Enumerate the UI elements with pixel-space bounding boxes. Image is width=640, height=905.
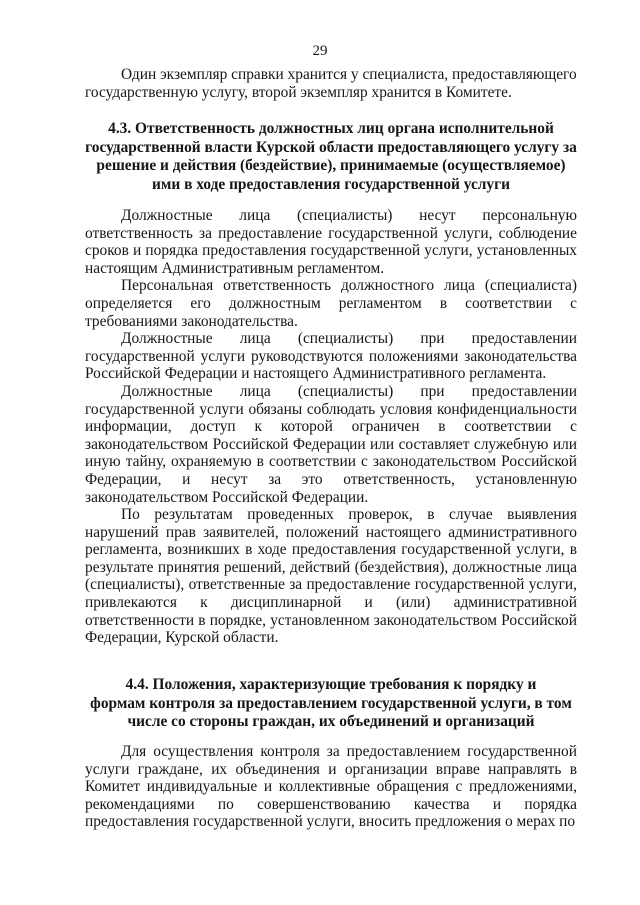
intro-line: Один экземпляр справки хранится у специалиста, предоставляющего — [121, 66, 577, 83]
section-4-3-heading — [85, 120, 577, 194]
heading-line: числе со стороны граждан, их объединений и организаций — [127, 713, 535, 730]
body-paragraph: Для осуществления контроля за предоставлением государственной услуги граждане, их объединения и организации вправе направлять в Комитет индивидуальные и коллективные обращения с предложениями, рекомендациями по совершенствованию качества и порядка предоставления государственной услуги, вносить предложения о мерах по — [85, 743, 577, 831]
heading-line: формам контроля за предоставлением государственной услуги, в том — [90, 694, 572, 712]
intro-paragraph — [85, 66, 577, 101]
section-4-4-heading — [85, 676, 577, 732]
heading-line: решение и действия (бездействие), принимаемые (осуществляемое) — [96, 157, 566, 174]
body-paragraph: Персональная ответственность должностного лица (специалиста) определяется его должностным регламентом в соответствии с требованиями законодательства. — [85, 277, 577, 330]
intro-line: государственную услугу, второй экземпляр хранится в Комитете. — [85, 83, 512, 101]
body-paragraph: По результатам проведенных проверок, в случае выявления нарушений прав заявителей, положений настоящего административного регламента, возникших в ходе предоставления государственной услуги, в результате принятия решений, действий (бездействия), должностные лица (специалисты), ответственные за предоставление государственной услуги, привлекаются к дисциплинарной и (или) административной ответственности в порядке, установленном законодательством Российской Федерации, Курской области. — [85, 506, 577, 647]
heading-line: государственной власти Курской области предоставляющего услугу за — [85, 138, 577, 156]
body-paragraph: Должностные лица (специалисты) несут персональную ответственность за предоставление государственной услуги, соблюдение сроков и порядка предоставления государственной услуги, установленных настоящим Административным регламентом. — [85, 207, 577, 277]
heading-line: 4.4. Положения, характеризующие требования к порядку и — [125, 676, 537, 693]
section-4-3-body — [85, 207, 577, 647]
page-number: 29 — [312, 43, 328, 59]
heading-line: ими в ходе предоставления государственной услуги — [152, 175, 510, 193]
heading-line: 4.3. Ответственность должностных лиц органа исполнительной — [108, 120, 554, 137]
section-4-4-body — [85, 743, 577, 831]
body-paragraph: Должностные лица (специалисты) при предоставлении государственной услуги руководствуются положениями законодательства Российской Федерации и настоящего Административного регламента. — [85, 330, 577, 383]
body-paragraph: Должностные лица (специалисты) при предоставлении государственной услуги обязаны соблюдать условия конфиденциальности информации, доступ к которой ограничен в соответствии с законодательством Российской Федерации или составляет служебную или иную тайну, охраняемую в соответствии с законодательством Российской Федерации, и несут за это ответственность, установленную законодательством Российской Федерации. — [85, 382, 577, 506]
